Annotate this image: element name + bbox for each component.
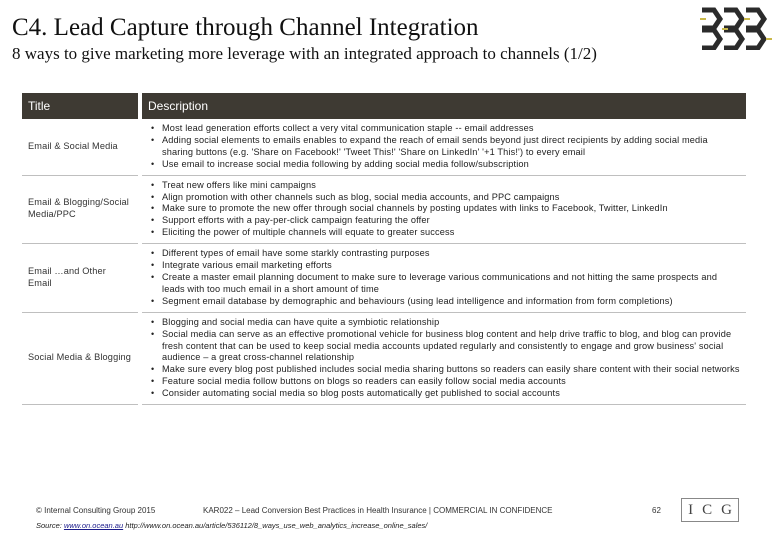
row-description xyxy=(140,175,746,244)
row-title: Email & Social Media xyxy=(22,119,140,175)
table-row xyxy=(22,175,746,244)
icg-logo-letter: I xyxy=(688,501,694,518)
table-row xyxy=(22,244,746,313)
icg-logo xyxy=(681,498,739,522)
bullet-item: • Different types of email have some starkly contrasting purposes xyxy=(162,248,740,260)
table-row xyxy=(22,312,746,404)
row-description xyxy=(140,244,746,313)
bullet-item: • Integrate various email marketing efforts xyxy=(162,260,740,272)
table-body xyxy=(22,119,746,405)
source-note xyxy=(36,521,427,530)
icg-logo-letter: G xyxy=(721,501,732,518)
source-url: http://www.on.ocean.au/article/536112/8_ways_use_web_analytics_increase_online_sales/ xyxy=(123,521,428,530)
footer-page-number: 62 xyxy=(652,506,661,515)
icg-logo-letter: C xyxy=(702,501,713,518)
bullet-item: • Social media can serve as an effective promotional vehicle for business blog content and help drive traffic to blog, and blog can provide fresh content that can be used to keep social media accounts updated regularly and consistently to engage and grow business' social audience – a great cross-channel relationship xyxy=(162,329,740,365)
row-title: Social Media & Blogging xyxy=(22,312,140,404)
bullet-item: • Create a master email planning document to make sure to leverage various communications and not hitting the same prospects and leads with too much email in a short amount of time xyxy=(162,272,740,296)
chevron-arrows-logo-icon xyxy=(700,6,772,50)
bullet-item: • Align promotion with other channels such as blog, social media accounts, and PPC campaigns xyxy=(162,192,740,204)
bullet-item: • Blogging and social media can have quite a symbiotic relationship xyxy=(162,317,740,329)
bullet-item: • Consider automating social media so blog posts automatically get published to social accounts xyxy=(162,388,740,400)
channel-integration-table xyxy=(22,93,746,405)
row-description xyxy=(140,119,746,175)
page-title: C4. Lead Capture through Channel Integration xyxy=(12,14,479,41)
bullet-item: • Make sure every blog post published includes social media sharing buttons so readers can easily share content with their social networks xyxy=(162,364,740,376)
source-label: Source: xyxy=(36,521,64,530)
bullet-item: • Use email to increase social media following by adding social media follow/subscription xyxy=(162,159,740,171)
bullet-item: • Make sure to promote the new offer through social channels by posting updates with links to Facebook, Twitter, LinkedIn xyxy=(162,203,740,215)
bullet-item: • Support efforts with a pay-per-click campaign featuring the offer xyxy=(162,215,740,227)
bullet-item: • Feature social media follow buttons on blogs so readers can easily follow social media accounts xyxy=(162,376,740,388)
bullet-item: • Adding social elements to emails enables to expand the reach of email sends beyond just direct recipients by adding social media sharing buttons (e.g. 'Share on Facebook!' 'Tweet This!' 'Share on LinkedIn' '+1 This!') to every email xyxy=(162,135,740,159)
bullet-list xyxy=(148,317,740,400)
column-header-description: Description xyxy=(140,93,746,119)
page-subtitle: 8 ways to give marketing more leverage with an integrated approach to channels (1/2) xyxy=(12,44,597,63)
table-header-row xyxy=(22,93,746,119)
footer-copyright: © Internal Consulting Group 2015 xyxy=(36,506,156,515)
row-title: Email & Blogging/Social Media/PPC xyxy=(22,175,140,244)
source-link[interactable]: www.on.ocean.au xyxy=(63,521,124,530)
table-row xyxy=(22,119,746,175)
bullet-item: • Eliciting the power of multiple channels will equate to greater success xyxy=(162,227,740,239)
column-header-title: Title xyxy=(22,93,140,119)
row-description xyxy=(140,312,746,404)
footer-document-info: KAR022 – Lead Conversion Best Practices in Health Insurance | COMMERCIAL IN CONFIDENCE xyxy=(203,506,553,515)
bullet-item: • Segment email database by demographic and behaviours (using lead intelligence and information from form completions) xyxy=(162,296,740,308)
bullet-item: • Most lead generation efforts collect a very vital communication staple -- email addresses xyxy=(162,123,740,135)
bullet-list xyxy=(148,180,740,240)
row-title: Email …and Other Email xyxy=(22,244,140,313)
bullet-list xyxy=(148,123,740,171)
bullet-list xyxy=(148,248,740,308)
bullet-item: • Treat new offers like mini campaigns xyxy=(162,180,740,192)
